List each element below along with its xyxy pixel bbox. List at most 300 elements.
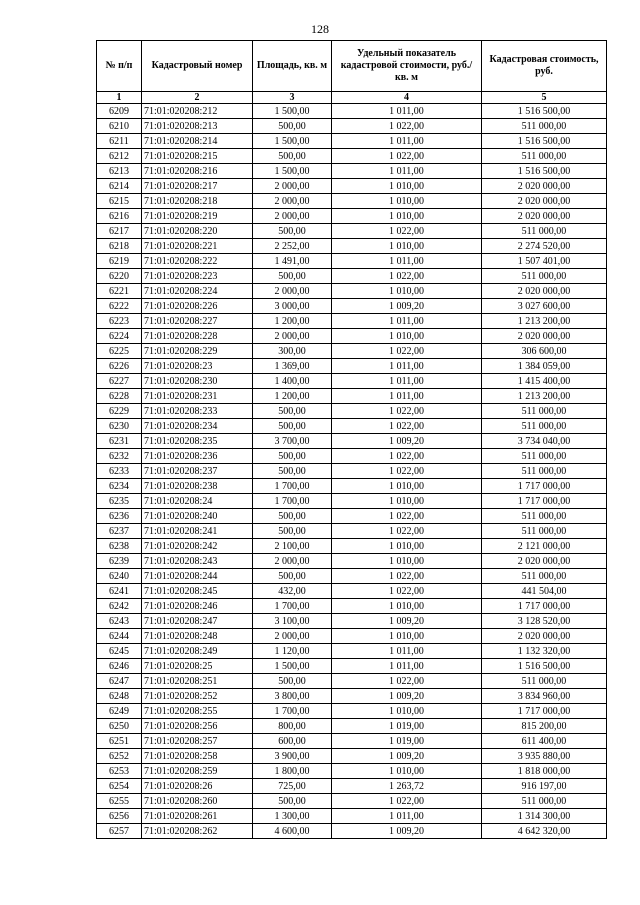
table-row — [97, 374, 607, 389]
area-cell: 3 700,00 — [253, 434, 332, 449]
area-cell: 432,00 — [253, 584, 332, 599]
cadastral-number-cell: 71:01:020208:25 — [142, 659, 253, 674]
table-row — [97, 164, 607, 179]
area-cell: 500,00 — [253, 569, 332, 584]
cadastral-number-cell: 71:01:020208:226 — [142, 299, 253, 314]
row-number-cell: 6252 — [97, 749, 142, 764]
table-row — [97, 299, 607, 314]
row-number-cell: 6243 — [97, 614, 142, 629]
cadastral-number-cell: 71:01:020208:247 — [142, 614, 253, 629]
row-number-cell: 6212 — [97, 149, 142, 164]
specific-rate-cell: 1 022,00 — [332, 119, 482, 134]
cadastral-number-cell: 71:01:020208:220 — [142, 224, 253, 239]
cadastral-cost-cell: 1 516 500,00 — [482, 164, 607, 179]
cadastral-cost-cell: 1 132 320,00 — [482, 644, 607, 659]
row-number-cell: 6225 — [97, 344, 142, 359]
cadastral-cost-cell: 2 020 000,00 — [482, 329, 607, 344]
row-number-cell: 6234 — [97, 479, 142, 494]
table-row — [97, 239, 607, 254]
area-cell: 500,00 — [253, 224, 332, 239]
cadastral-number-cell: 71:01:020208:240 — [142, 509, 253, 524]
cadastral-cost-cell: 511 000,00 — [482, 269, 607, 284]
column-number: 3 — [253, 92, 332, 104]
specific-rate-cell: 1 011,00 — [332, 254, 482, 269]
table-row — [97, 464, 607, 479]
row-number-cell: 6245 — [97, 644, 142, 659]
cadastral-cost-cell: 1 717 000,00 — [482, 704, 607, 719]
area-cell: 2 000,00 — [253, 554, 332, 569]
area-cell: 1 120,00 — [253, 644, 332, 659]
cadastral-number-cell: 71:01:020208:249 — [142, 644, 253, 659]
row-number-cell: 6239 — [97, 554, 142, 569]
area-cell: 500,00 — [253, 149, 332, 164]
cadastral-number-cell: 71:01:020208:255 — [142, 704, 253, 719]
specific-rate-cell: 1 010,00 — [332, 704, 482, 719]
row-number-cell: 6250 — [97, 719, 142, 734]
table-row — [97, 554, 607, 569]
cadastral-cost-cell: 2 121 000,00 — [482, 539, 607, 554]
area-cell: 1 500,00 — [253, 659, 332, 674]
area-cell: 500,00 — [253, 794, 332, 809]
table-row — [97, 434, 607, 449]
table-row — [97, 449, 607, 464]
cadastral-cost-cell: 511 000,00 — [482, 524, 607, 539]
table-row — [97, 194, 607, 209]
specific-rate-cell: 1 010,00 — [332, 209, 482, 224]
cadastral-number-cell: 71:01:020208:224 — [142, 284, 253, 299]
cadastral-number-cell: 71:01:020208:245 — [142, 584, 253, 599]
cadastral-cost-cell: 511 000,00 — [482, 224, 607, 239]
cadastral-cost-cell: 1 507 401,00 — [482, 254, 607, 269]
specific-rate-cell: 1 022,00 — [332, 269, 482, 284]
table-row — [97, 134, 607, 149]
table-row — [97, 569, 607, 584]
row-number-cell: 6235 — [97, 494, 142, 509]
area-cell: 725,00 — [253, 779, 332, 794]
column-number-row — [97, 92, 607, 104]
area-cell: 1 491,00 — [253, 254, 332, 269]
row-number-cell: 6240 — [97, 569, 142, 584]
cadastral-number-cell: 71:01:020208:261 — [142, 809, 253, 824]
row-number-cell: 6241 — [97, 584, 142, 599]
area-cell: 500,00 — [253, 404, 332, 419]
cadastral-cost-cell: 511 000,00 — [482, 674, 607, 689]
table-row — [97, 614, 607, 629]
table-row — [97, 179, 607, 194]
table-row — [97, 794, 607, 809]
specific-rate-cell: 1 022,00 — [332, 794, 482, 809]
specific-rate-cell: 1 010,00 — [332, 239, 482, 254]
area-cell: 600,00 — [253, 734, 332, 749]
column-number: 5 — [482, 92, 607, 104]
specific-rate-cell: 1 011,00 — [332, 659, 482, 674]
cadastral-number-cell: 71:01:020208:243 — [142, 554, 253, 569]
table-row — [97, 734, 607, 749]
cadastral-cost-cell: 511 000,00 — [482, 119, 607, 134]
area-cell: 1 500,00 — [253, 104, 332, 119]
specific-rate-cell: 1 022,00 — [332, 584, 482, 599]
area-cell: 1 700,00 — [253, 704, 332, 719]
header-specific-rate: Удельный показатель кадастровой стоимости, руб./кв. м — [332, 41, 482, 92]
table-row — [97, 599, 607, 614]
cadastral-cost-cell: 611 400,00 — [482, 734, 607, 749]
row-number-cell: 6236 — [97, 509, 142, 524]
row-number-cell: 6255 — [97, 794, 142, 809]
table-row — [97, 119, 607, 134]
cadastral-cost-cell: 511 000,00 — [482, 419, 607, 434]
specific-rate-cell: 1 010,00 — [332, 284, 482, 299]
cadastral-number-cell: 71:01:020208:233 — [142, 404, 253, 419]
specific-rate-cell: 1 022,00 — [332, 224, 482, 239]
area-cell: 1 800,00 — [253, 764, 332, 779]
specific-rate-cell: 1 022,00 — [332, 419, 482, 434]
cadastral-number-cell: 71:01:020208:248 — [142, 629, 253, 644]
header-cadastral-number: Кадастровый номер — [142, 41, 253, 92]
area-cell: 3 900,00 — [253, 749, 332, 764]
specific-rate-cell: 1 011,00 — [332, 809, 482, 824]
specific-rate-cell: 1 022,00 — [332, 569, 482, 584]
row-number-cell: 6209 — [97, 104, 142, 119]
cadastral-cost-cell: 2 020 000,00 — [482, 179, 607, 194]
area-cell: 2 100,00 — [253, 539, 332, 554]
cadastral-number-cell: 71:01:020208:241 — [142, 524, 253, 539]
row-number-cell: 6227 — [97, 374, 142, 389]
table-row — [97, 254, 607, 269]
specific-rate-cell: 1 011,00 — [332, 359, 482, 374]
row-number-cell: 6248 — [97, 689, 142, 704]
cadastral-number-cell: 71:01:020208:251 — [142, 674, 253, 689]
table-row — [97, 524, 607, 539]
specific-rate-cell: 1 263,72 — [332, 779, 482, 794]
area-cell: 500,00 — [253, 674, 332, 689]
cadastral-number-cell: 71:01:020208:244 — [142, 569, 253, 584]
cadastral-number-cell: 71:01:020208:223 — [142, 269, 253, 284]
cadastral-number-cell: 71:01:020208:23 — [142, 359, 253, 374]
table-row — [97, 764, 607, 779]
table-row — [97, 419, 607, 434]
specific-rate-cell: 1 022,00 — [332, 149, 482, 164]
cadastral-number-cell: 71:01:020208:260 — [142, 794, 253, 809]
cadastral-cost-cell: 3 027 600,00 — [482, 299, 607, 314]
area-cell: 2 252,00 — [253, 239, 332, 254]
table-row — [97, 674, 607, 689]
table-row — [97, 344, 607, 359]
table-row — [97, 494, 607, 509]
table-row — [97, 689, 607, 704]
cadastral-number-cell: 71:01:020208:231 — [142, 389, 253, 404]
row-number-cell: 6211 — [97, 134, 142, 149]
area-cell: 2 000,00 — [253, 179, 332, 194]
cadastral-cost-cell: 511 000,00 — [482, 569, 607, 584]
row-number-cell: 6244 — [97, 629, 142, 644]
cadastral-cost-cell: 3 834 960,00 — [482, 689, 607, 704]
page-number: 128 — [311, 22, 329, 36]
specific-rate-cell: 1 011,00 — [332, 314, 482, 329]
table-row — [97, 224, 607, 239]
area-cell: 500,00 — [253, 419, 332, 434]
cadastral-number-cell: 71:01:020208:246 — [142, 599, 253, 614]
table-row — [97, 359, 607, 374]
cadastral-number-cell: 71:01:020208:242 — [142, 539, 253, 554]
specific-rate-cell: 1 011,00 — [332, 134, 482, 149]
specific-rate-cell: 1 011,00 — [332, 164, 482, 179]
cadastral-number-cell: 71:01:020208:228 — [142, 329, 253, 344]
row-number-cell: 6253 — [97, 764, 142, 779]
area-cell: 500,00 — [253, 524, 332, 539]
table-row — [97, 584, 607, 599]
cadastral-cost-cell: 1 314 300,00 — [482, 809, 607, 824]
table-row — [97, 404, 607, 419]
cadastral-number-cell: 71:01:020208:257 — [142, 734, 253, 749]
cadastral-number-cell: 71:01:020208:238 — [142, 479, 253, 494]
cadastral-cost-cell: 1 516 500,00 — [482, 104, 607, 119]
specific-rate-cell: 1 009,20 — [332, 689, 482, 704]
cadastral-cost-cell: 1 516 500,00 — [482, 659, 607, 674]
specific-rate-cell: 1 011,00 — [332, 374, 482, 389]
row-number-cell: 6233 — [97, 464, 142, 479]
row-number-cell: 6256 — [97, 809, 142, 824]
cadastral-number-cell: 71:01:020208:221 — [142, 239, 253, 254]
cadastral-cost-cell: 3 734 040,00 — [482, 434, 607, 449]
cadastral-number-cell: 71:01:020208:215 — [142, 149, 253, 164]
cadastral-cost-cell: 1 384 059,00 — [482, 359, 607, 374]
cadastral-cost-cell: 2 020 000,00 — [482, 629, 607, 644]
cadastral-cost-cell: 1 516 500,00 — [482, 134, 607, 149]
specific-rate-cell: 1 019,00 — [332, 719, 482, 734]
cadastral-cost-cell: 511 000,00 — [482, 404, 607, 419]
specific-rate-cell: 1 022,00 — [332, 509, 482, 524]
specific-rate-cell: 1 022,00 — [332, 524, 482, 539]
specific-rate-cell: 1 022,00 — [332, 449, 482, 464]
table-row — [97, 809, 607, 824]
table-row — [97, 314, 607, 329]
table-row — [97, 659, 607, 674]
area-cell: 1 300,00 — [253, 809, 332, 824]
cadastral-number-cell: 71:01:020208:217 — [142, 179, 253, 194]
specific-rate-cell: 1 010,00 — [332, 194, 482, 209]
row-number-cell: 6242 — [97, 599, 142, 614]
area-cell: 800,00 — [253, 719, 332, 734]
row-number-cell: 6254 — [97, 779, 142, 794]
specific-rate-cell: 1 022,00 — [332, 674, 482, 689]
row-number-cell: 6215 — [97, 194, 142, 209]
header-row — [97, 41, 607, 92]
cadastral-number-cell: 71:01:020208:230 — [142, 374, 253, 389]
cadastral-number-cell: 71:01:020208:212 — [142, 104, 253, 119]
table-row — [97, 269, 607, 284]
specific-rate-cell: 1 019,00 — [332, 734, 482, 749]
row-number-cell: 6218 — [97, 239, 142, 254]
specific-rate-cell: 1 009,20 — [332, 614, 482, 629]
cadastral-number-cell: 71:01:020208:214 — [142, 134, 253, 149]
area-cell: 1 200,00 — [253, 389, 332, 404]
specific-rate-cell: 1 009,20 — [332, 824, 482, 839]
specific-rate-cell: 1 011,00 — [332, 389, 482, 404]
cadastral-cost-cell: 4 642 320,00 — [482, 824, 607, 839]
cadastral-cost-cell: 1 717 000,00 — [482, 599, 607, 614]
cadastral-number-cell: 71:01:020208:258 — [142, 749, 253, 764]
cadastral-number-cell: 71:01:020208:227 — [142, 314, 253, 329]
specific-rate-cell: 1 010,00 — [332, 554, 482, 569]
column-number: 4 — [332, 92, 482, 104]
cadastral-cost-cell: 916 197,00 — [482, 779, 607, 794]
cadastral-cost-cell: 1 213 200,00 — [482, 314, 607, 329]
specific-rate-cell: 1 010,00 — [332, 494, 482, 509]
row-number-cell: 6214 — [97, 179, 142, 194]
cadastral-number-cell: 71:01:020208:222 — [142, 254, 253, 269]
row-number-cell: 6223 — [97, 314, 142, 329]
area-cell: 3 800,00 — [253, 689, 332, 704]
specific-rate-cell: 1 010,00 — [332, 629, 482, 644]
cadastral-cost-cell: 1 213 200,00 — [482, 389, 607, 404]
table-row — [97, 704, 607, 719]
cadastral-number-cell: 71:01:020208:213 — [142, 119, 253, 134]
specific-rate-cell: 1 011,00 — [332, 644, 482, 659]
cadastral-cost-cell: 3 128 520,00 — [482, 614, 607, 629]
row-number-cell: 6222 — [97, 299, 142, 314]
table-row — [97, 284, 607, 299]
area-cell: 2 000,00 — [253, 329, 332, 344]
area-cell: 1 400,00 — [253, 374, 332, 389]
cadastral-cost-cell: 3 935 880,00 — [482, 749, 607, 764]
cadastral-cost-cell: 1 717 000,00 — [482, 479, 607, 494]
table-row — [97, 749, 607, 764]
area-cell: 500,00 — [253, 464, 332, 479]
cadastral-number-cell: 71:01:020208:26 — [142, 779, 253, 794]
specific-rate-cell: 1 010,00 — [332, 539, 482, 554]
area-cell: 2 000,00 — [253, 629, 332, 644]
cadastral-cost-cell: 511 000,00 — [482, 794, 607, 809]
area-cell: 2 000,00 — [253, 194, 332, 209]
row-number-cell: 6220 — [97, 269, 142, 284]
cadastral-number-cell: 71:01:020208:234 — [142, 419, 253, 434]
cadastral-number-cell: 71:01:020208:229 — [142, 344, 253, 359]
specific-rate-cell: 1 009,20 — [332, 434, 482, 449]
cadastral-cost-cell: 511 000,00 — [482, 509, 607, 524]
table-row — [97, 779, 607, 794]
table-row — [97, 104, 607, 119]
cadastral-cost-cell: 511 000,00 — [482, 464, 607, 479]
area-cell: 500,00 — [253, 269, 332, 284]
cadastral-cost-cell: 815 200,00 — [482, 719, 607, 734]
area-cell: 500,00 — [253, 449, 332, 464]
cadastral-number-cell: 71:01:020208:262 — [142, 824, 253, 839]
cadastral-cost-cell: 306 600,00 — [482, 344, 607, 359]
row-number-cell: 6238 — [97, 539, 142, 554]
cadastral-cost-cell: 511 000,00 — [482, 149, 607, 164]
header-cadastral-cost: Кадастровая стоимость, руб. — [482, 41, 607, 92]
cadastral-cost-cell: 2 020 000,00 — [482, 209, 607, 224]
row-number-cell: 6231 — [97, 434, 142, 449]
cadastral-number-cell: 71:01:020208:237 — [142, 464, 253, 479]
area-cell: 500,00 — [253, 509, 332, 524]
cadastral-cost-cell: 441 504,00 — [482, 584, 607, 599]
cadastral-number-cell: 71:01:020208:218 — [142, 194, 253, 209]
row-number-cell: 6251 — [97, 734, 142, 749]
row-number-cell: 6237 — [97, 524, 142, 539]
specific-rate-cell: 1 009,20 — [332, 299, 482, 314]
cadastral-number-cell: 71:01:020208:252 — [142, 689, 253, 704]
row-number-cell: 6228 — [97, 389, 142, 404]
table-row — [97, 149, 607, 164]
cadastral-table — [96, 40, 607, 839]
cadastral-number-cell: 71:01:020208:256 — [142, 719, 253, 734]
row-number-cell: 6249 — [97, 704, 142, 719]
row-number-cell: 6246 — [97, 659, 142, 674]
row-number-cell: 6229 — [97, 404, 142, 419]
cadastral-number-cell: 71:01:020208:219 — [142, 209, 253, 224]
cadastral-number-cell: 71:01:020208:259 — [142, 764, 253, 779]
area-cell: 300,00 — [253, 344, 332, 359]
header-number: № п/п — [97, 41, 142, 92]
area-cell: 1 500,00 — [253, 164, 332, 179]
area-cell: 1 700,00 — [253, 479, 332, 494]
area-cell: 1 369,00 — [253, 359, 332, 374]
specific-rate-cell: 1 022,00 — [332, 344, 482, 359]
specific-rate-cell: 1 011,00 — [332, 104, 482, 119]
specific-rate-cell: 1 010,00 — [332, 599, 482, 614]
cadastral-cost-cell: 2 020 000,00 — [482, 194, 607, 209]
specific-rate-cell: 1 010,00 — [332, 764, 482, 779]
row-number-cell: 6213 — [97, 164, 142, 179]
row-number-cell: 6224 — [97, 329, 142, 344]
table-row — [97, 209, 607, 224]
cadastral-cost-cell: 2 274 520,00 — [482, 239, 607, 254]
row-number-cell: 6247 — [97, 674, 142, 689]
area-cell: 2 000,00 — [253, 209, 332, 224]
cadastral-number-cell: 71:01:020208:216 — [142, 164, 253, 179]
cadastral-cost-cell: 2 020 000,00 — [482, 554, 607, 569]
row-number-cell: 6210 — [97, 119, 142, 134]
area-cell: 3 000,00 — [253, 299, 332, 314]
header-area: Площадь, кв. м — [253, 41, 332, 92]
table-row — [97, 824, 607, 839]
area-cell: 2 000,00 — [253, 284, 332, 299]
row-number-cell: 6226 — [97, 359, 142, 374]
table-row — [97, 629, 607, 644]
area-cell: 1 700,00 — [253, 599, 332, 614]
cadastral-number-cell: 71:01:020208:235 — [142, 434, 253, 449]
cadastral-cost-cell: 511 000,00 — [482, 449, 607, 464]
row-number-cell: 6216 — [97, 209, 142, 224]
table-row — [97, 539, 607, 554]
row-number-cell: 6219 — [97, 254, 142, 269]
specific-rate-cell: 1 010,00 — [332, 329, 482, 344]
cadastral-number-cell: 71:01:020208:24 — [142, 494, 253, 509]
area-cell: 3 100,00 — [253, 614, 332, 629]
row-number-cell: 6257 — [97, 824, 142, 839]
row-number-cell: 6232 — [97, 449, 142, 464]
table-row — [97, 644, 607, 659]
row-number-cell: 6221 — [97, 284, 142, 299]
area-cell: 500,00 — [253, 119, 332, 134]
area-cell: 1 200,00 — [253, 314, 332, 329]
cadastral-cost-cell: 1 717 000,00 — [482, 494, 607, 509]
table-row — [97, 719, 607, 734]
column-number: 1 — [97, 92, 142, 104]
area-cell: 1 700,00 — [253, 494, 332, 509]
cadastral-number-cell: 71:01:020208:236 — [142, 449, 253, 464]
area-cell: 1 500,00 — [253, 134, 332, 149]
table-row — [97, 329, 607, 344]
table-row — [97, 509, 607, 524]
table-body — [97, 104, 607, 839]
column-number: 2 — [142, 92, 253, 104]
specific-rate-cell: 1 022,00 — [332, 404, 482, 419]
specific-rate-cell: 1 010,00 — [332, 479, 482, 494]
row-number-cell: 6230 — [97, 419, 142, 434]
cadastral-cost-cell: 2 020 000,00 — [482, 284, 607, 299]
